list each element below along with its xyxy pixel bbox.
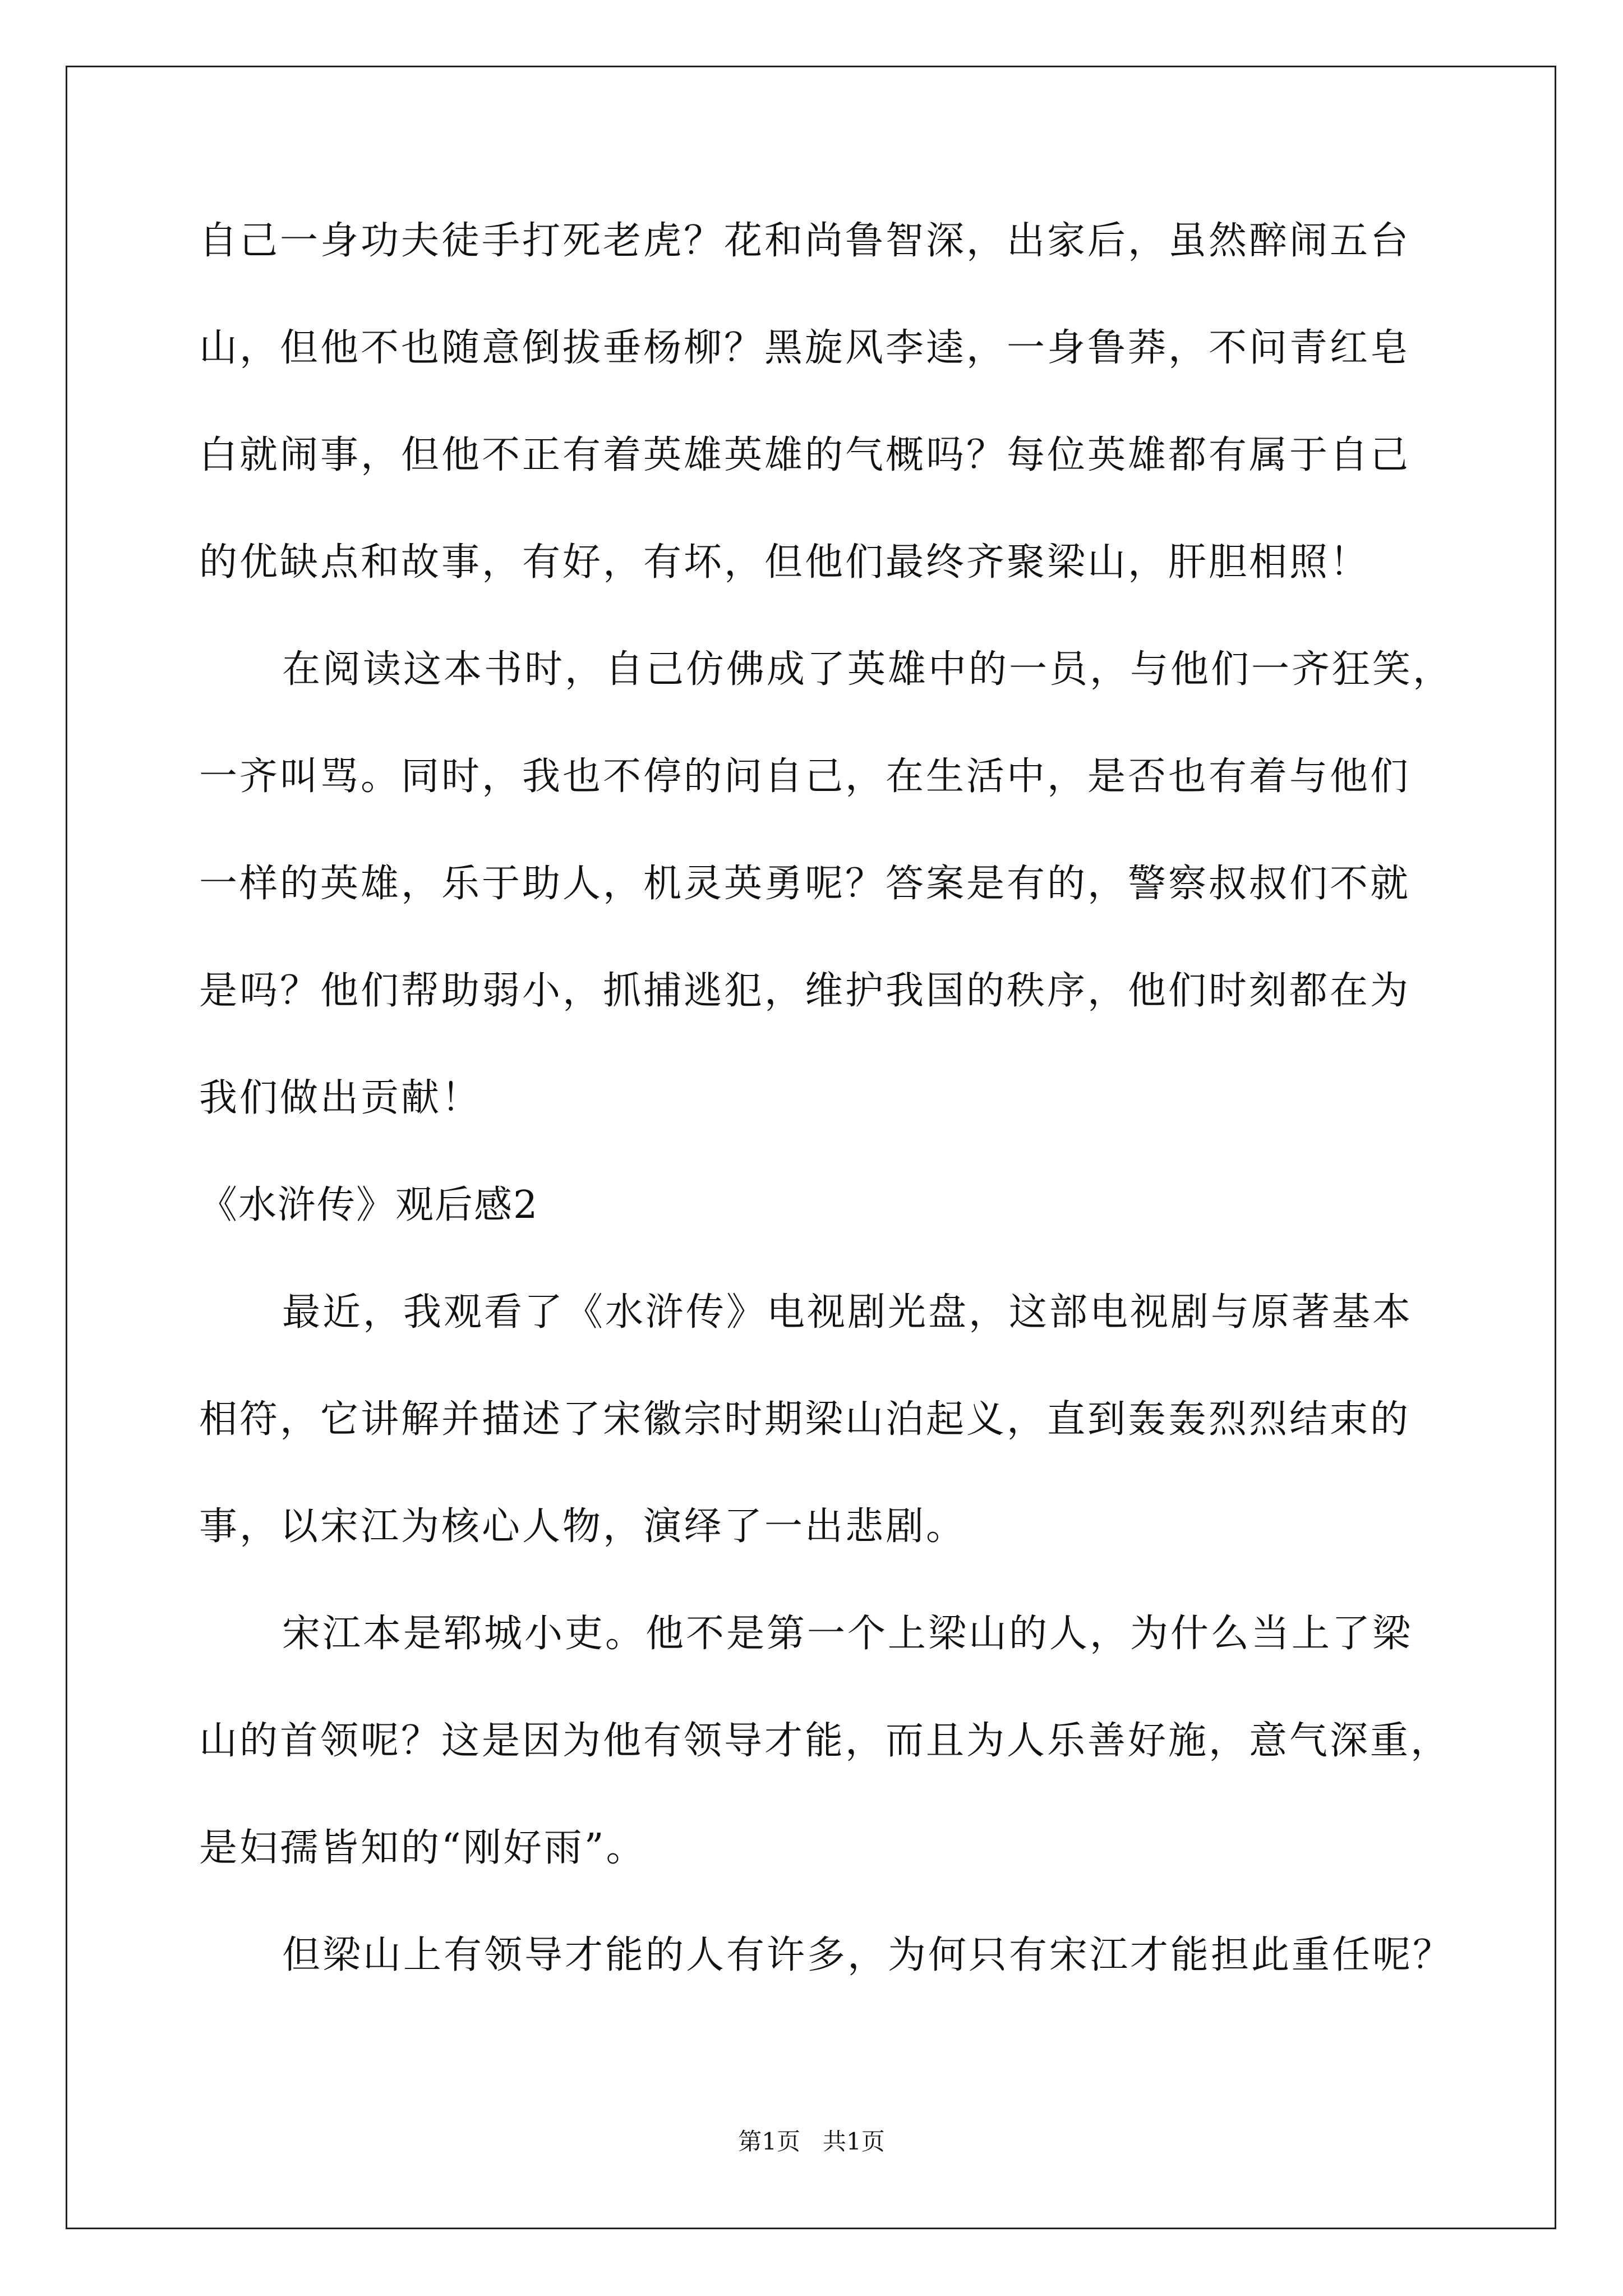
text-line: 自己一身功夫徒手打死老虎？花和尚鲁智深，出家后，虽然醉闹五台 <box>199 219 1411 263</box>
paragraph-start-line: 宋江本是郓城小吏。他不是第一个上梁山的人，为什么当上了梁 <box>282 1612 1413 1656</box>
document-body <box>199 208 1454 2029</box>
paragraph-start-line: 在阅读这本书时，自己仿佛成了英雄中的一员，与他们一齐狂笑， <box>282 647 1454 692</box>
text-line: 事，以宋江为核心人物，演绎了一出悲剧。 <box>199 1504 967 1549</box>
text-line: 山的首领呢？这是因为他有领导才能，而且为人乐善好施，意气深重， <box>199 1719 1451 1763</box>
text-line: 一齐叫骂。同时，我也不停的问自己，在生活中，是否也有着与他们 <box>199 754 1411 799</box>
section-heading: 《水浒传》观后感2 <box>199 1183 539 1227</box>
text-line: 相符，它讲解并描述了宋徽宗时期梁山泊起义，直到轰轰烈烈结束的 <box>199 1397 1411 1442</box>
paragraph-start-line: 最近，我观看了《水浒传》电视剧光盘，这部电视剧与原著基本 <box>282 1290 1413 1335</box>
text-line: 我们做出贡献！ <box>199 1076 482 1120</box>
text-line: 是妇孺皆知的“刚好雨”。 <box>199 1826 647 1870</box>
text-line: 白就闹事，但他不正有着英雄英雄的气概吗？每位英雄都有属于自己 <box>199 433 1411 477</box>
text-line: 的优缺点和故事，有好，有坏，但他们最终齐聚梁山，肝胆相照！ <box>199 540 1371 585</box>
text-line: 是吗？他们帮助弱小，抓捕逃犯，维护我国的秩序，他们时刻都在为 <box>199 969 1411 1013</box>
text-line: 一样的英雄，乐于助人，机灵英勇呢？答案是有的，警察叔叔们不就 <box>199 862 1411 906</box>
text-line: 山，但他不也随意倒拔垂杨柳？黑旋风李逵，一身鲁莽，不问青红皂 <box>199 326 1411 370</box>
page-footer: 第1页 共1页 <box>738 2128 885 2155</box>
paragraph-start-line: 但梁山上有领导才能的人有许多，为何只有宋江才能担此重任呢？ <box>282 1933 1454 1977</box>
